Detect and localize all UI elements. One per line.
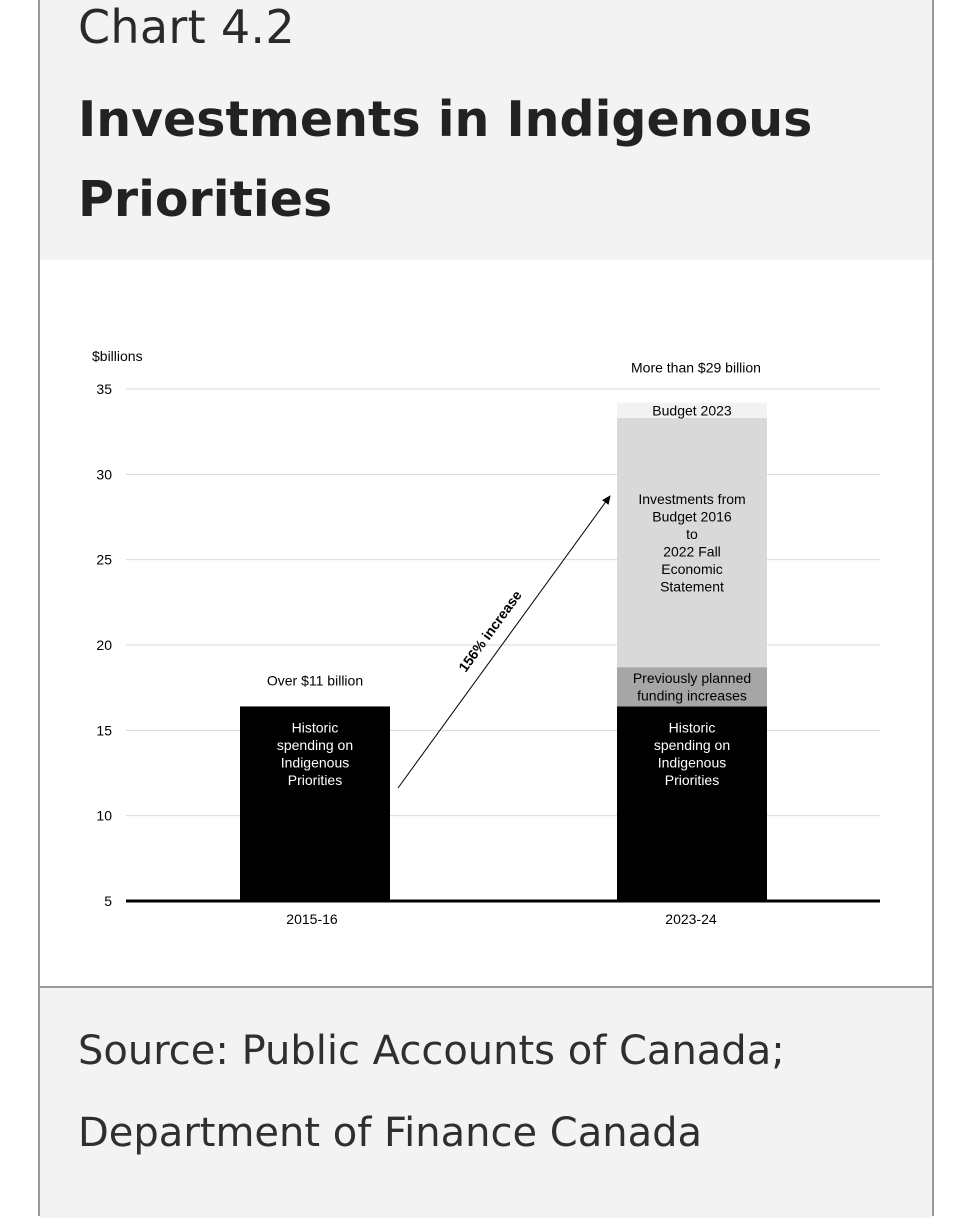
bar-segment [617,706,767,901]
bar-segment-label: Historic spending on Indigenous Priorities [276,719,354,788]
source-line-2: Department of Finance Canada [78,1110,702,1156]
bar-segment-label: Budget 2023 [652,402,732,419]
y-tick-label: 20 [96,637,112,653]
x-tick-label: 2015-16 [286,911,338,927]
y-tick-label: 5 [104,893,112,909]
y-tick-label: 30 [96,466,112,483]
chart-card [38,0,934,1216]
bar-segment-label: Investments from Budget 2016 to 2022 Fall Economic Statement [638,490,746,595]
bar-chart [40,260,932,986]
y-tick-label: 25 [96,551,112,568]
chart-footer [40,988,932,1218]
chart-title: Investments in Indigenous Priorities [78,91,813,228]
chart-header [40,0,932,262]
source-line-1: Source: Public Accounts of Canada; [78,1028,785,1074]
chart-area [40,260,932,988]
chart-number: Chart 4.2 [78,0,295,54]
total-label: More than $29 billion [631,359,761,376]
bar-segment [240,706,390,901]
increase-arrow [398,496,610,788]
y-tick-label: 15 [96,722,112,739]
increase-annotation: 156% increase [455,587,525,675]
bar-segment-label: Historic spending on Indigenous Priorities [653,719,731,788]
x-tick-label: 2023-24 [665,911,717,927]
bar-segment-label: Previously planned funding increases [632,670,752,704]
y-tick-label: 10 [96,807,112,824]
y-tick-label: 35 [96,381,112,397]
total-label: Over $11 billion [266,672,364,689]
y-axis-label: $billions [92,348,143,364]
